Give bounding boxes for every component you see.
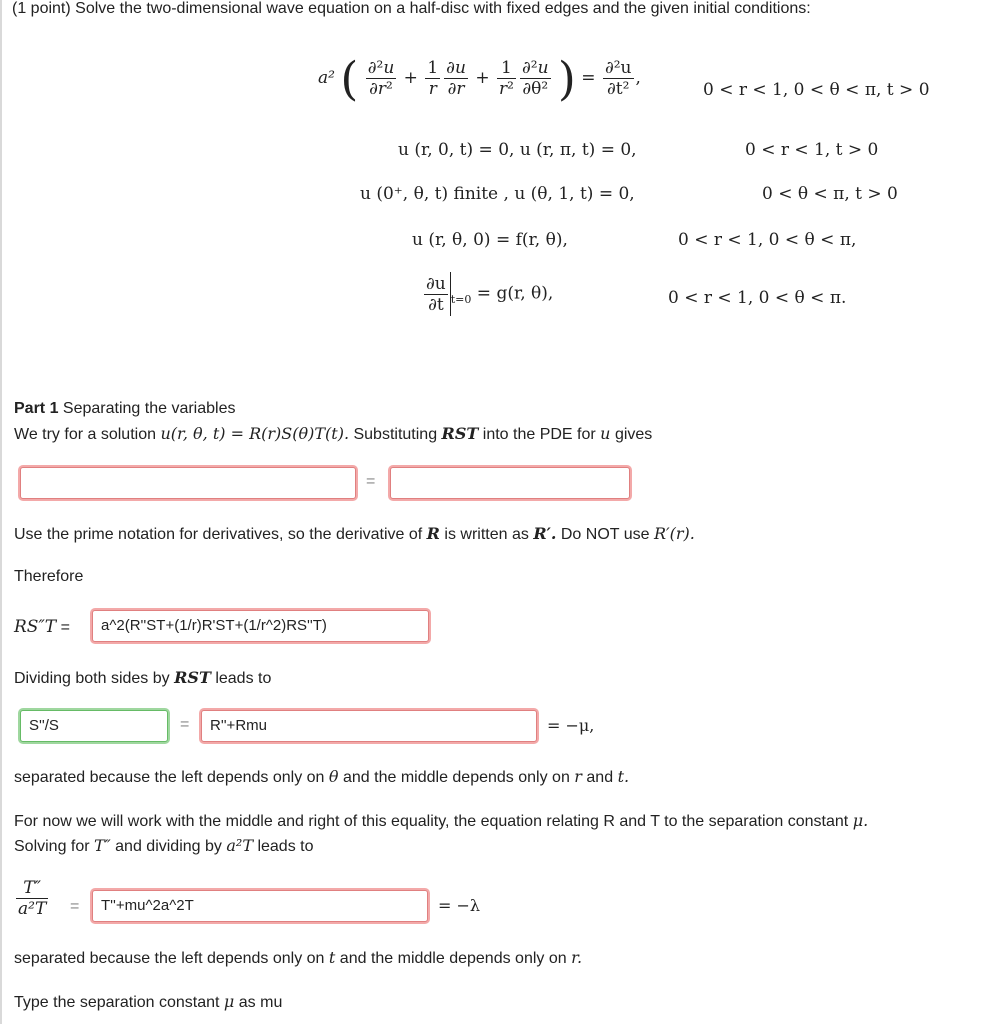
left-border bbox=[0, 0, 2, 1024]
negative-lambda: = −λ bbox=[438, 896, 481, 915]
separation-left-input[interactable]: S''/S bbox=[20, 710, 168, 742]
initial-condition-1: u (r, θ, 0) = f(r, θ), bbox=[412, 230, 568, 250]
bc2-domain: 0 < θ < π, t > 0 bbox=[762, 184, 898, 204]
equals-sign-3: = bbox=[70, 898, 80, 915]
pde-rhs-numerator: ∂²u bbox=[604, 58, 632, 78]
substitution-left-input[interactable] bbox=[20, 467, 356, 499]
pde-domain: 0 < r < 1, 0 < θ < π, t > 0 bbox=[703, 80, 930, 100]
t-fraction: $\frac{T''}{\text{a²T}}$ bbox=[18, 878, 47, 919]
therefore-label: Therefore bbox=[14, 568, 84, 585]
separated-note-2: separated because the left depends only on t and the middle depends only on r. bbox=[14, 948, 583, 967]
part1-heading bbox=[14, 400, 235, 418]
solution-form: u(r, θ, t) = R(r)S(θ)T(t). bbox=[160, 424, 350, 443]
rst-expression-input[interactable]: a^2(R''ST+(1/r)R'ST+(1/r^2)RS''T) bbox=[92, 610, 429, 642]
boundary-condition-1: u (r, 0, t) = 0, u (r, π, t) = 0, bbox=[398, 140, 637, 160]
substitution-right-input[interactable] bbox=[390, 467, 630, 499]
dividing-sentence: Dividing both sides by RST leads to bbox=[14, 668, 272, 687]
ic2-denominator: ∂t bbox=[428, 294, 444, 315]
ic2-numerator: ∂u bbox=[426, 273, 446, 294]
boundary-condition-2: u (0⁺, θ, t) finite , u (θ, 1, t) = 0, bbox=[360, 184, 635, 204]
bc1-domain: 0 < r < 1, t > 0 bbox=[745, 140, 879, 160]
part1-subtitle: Separating the variables bbox=[62, 400, 236, 417]
part1-sentence: We try for a solution u(r, θ, t) = R(r)S(θ)T(t). Substituting RST into the PDE for u gives bbox=[14, 424, 653, 443]
problem-text: Solve the two-dimensional wave equation on a half-disc with fixed edges and the given initial conditions: bbox=[75, 0, 811, 17]
type-mu-note: Type the separation constant μ as mu bbox=[14, 992, 283, 1011]
solving-note: Solving for T″ and dividing by a²T leads to bbox=[14, 836, 314, 855]
separation-middle-input[interactable]: R''+Rmu bbox=[201, 710, 537, 742]
equals-sign-2: = bbox=[180, 716, 190, 733]
for-now-note: For now we will work with the middle and right of this equality, the equation relating R and T to the separation constant μ. bbox=[14, 811, 869, 830]
negative-mu: = −μ, bbox=[547, 716, 595, 735]
pde-coefficient: a² bbox=[318, 68, 335, 88]
equals-sign: = bbox=[366, 473, 376, 490]
pde-equation: a² ( $\frac{\text{∂²u}}{\text{∂r²}}$ + $\frac{1}{r}$ $\frac{\partial u}{\partial r}$ + $\frac{1}{\text{r²}}$ $\frac{\text{∂²u}}{\text{∂θ²}}$ ) = $\frac{\text{∂²u}}{\text{∂t²}}$ , bbox=[318, 51, 641, 106]
problem-statement bbox=[12, 0, 811, 18]
ic2-subscript: t=0 bbox=[450, 292, 472, 306]
points-label: (1 point) bbox=[12, 0, 71, 17]
part1-title: Part 1 bbox=[14, 400, 59, 417]
prime-notation-note: Use the prime notation for derivatives, so the derivative of R is written as R′. Do NOT use R′(r). bbox=[14, 524, 695, 543]
t-expression-input[interactable]: T''+mu^2a^2T bbox=[92, 890, 428, 922]
pde-rhs-denominator: ∂t² bbox=[607, 79, 630, 99]
rst-label: RS″T = bbox=[14, 617, 70, 637]
ic2-domain: 0 < r < 1, 0 < θ < π. bbox=[668, 288, 847, 308]
ic2-rhs: = g(r, θ), bbox=[476, 283, 554, 304]
separated-note-1: separated because the left depends only on θ and the middle depends only on r and t. bbox=[14, 767, 630, 786]
initial-condition-2 bbox=[422, 272, 553, 316]
ic1-domain: 0 < r < 1, 0 < θ < π, bbox=[678, 230, 857, 250]
